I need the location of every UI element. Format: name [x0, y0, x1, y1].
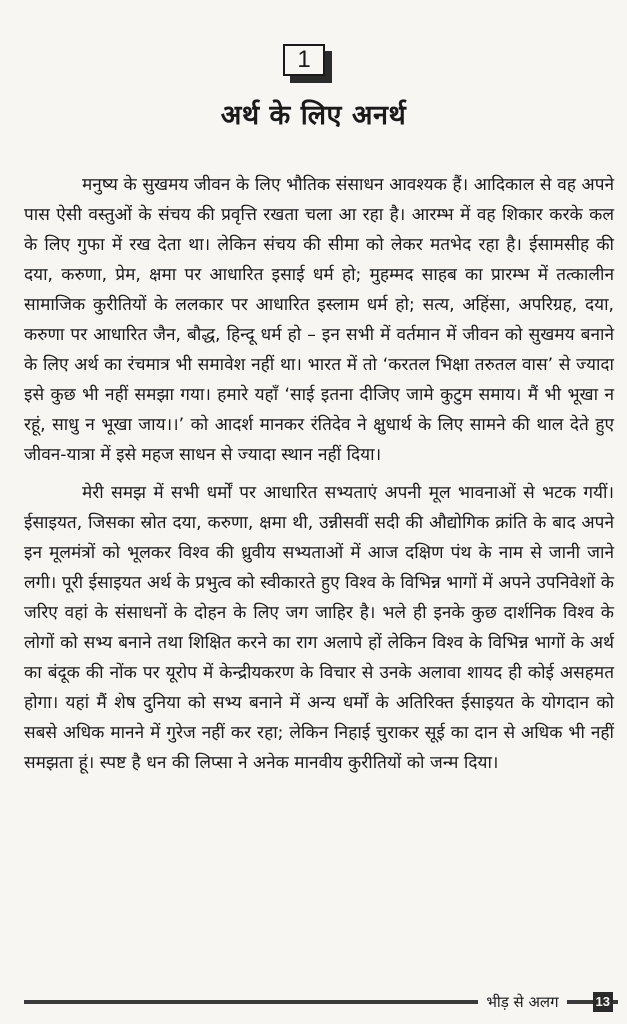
- chapter-title: अर्थ के लिए अनर्थ: [220, 100, 407, 131]
- footer-book-title: भीड़ से अलग: [486, 993, 559, 1011]
- paragraph-1: मनुष्य के सुखमय जीवन के लिए भौतिक संसाधन आवश्यक हैं। आदिकाल से वह अपने पास ऐसी वस्तुओं के संचय की प्रवृत्ति रखता चला आ रहा है। आरम्भ में वह शिकार करके कल के लिए गुफा में रख देता था। लेकिन संचय की सीमा को लेकर मतभेद रहा है। ईसामसीह की दया, करुणा, प्रेम, क्षमा पर आधारित इसाई धर्म हो; मुहम्मद साहब का प्रारम्भ में तत्कालीन सामाजिक कुरीतियों के ललकार पर आधारित इस्लाम धर्म हो; सत्य, अहिंसा, अपरिग्रह, दया, करुणा पर आधारित जैन, बौद्ध, हिन्दू धर्म हो – इन सभी में वर्तमान में जीवन को सुखमय बनाने के लिए अर्थ का रंचमात्र भी समावेश नहीं था। भारत में तो ‘करतल भिक्षा तरुतल वास’ से ज्यादा इसे कुछ भी नहीं समझा गया। हमारे यहाँ ‘साई इतना दीजिए जामे कुटुम समाय। मैं भी भूखा न रहूं, साधु न भूखा जाय।।’ को आदर्श मानकर रंतिदेव ने क्षुधार्थ के लिए सामने की थाल देते हुए जीवन-यात्रा में इसे महज साधन से ज्यादा स्थान नहीं दिया।: [24, 175, 614, 465]
- chapter-body: [24, 170, 614, 778]
- paragraph-2: मेरी समझ में सभी धर्मों पर आधारित सभ्यताएं अपनी मूल भावनाओं से भटक गयीं। ईसाइयत, जिसका स्रोत दया, करुणा, क्षमा थी, उन्नीसवीं सदी की औद्योगिक क्रांति के बाद अपने इन मूलमंत्रों को भूलकर विश्व की ध्रुवीय सभ्यताओं में आज दक्षिण पंथ के नाम से जानी जाने लगी। पूरी ईसाइयत अर्थ के प्रभुत्व को स्वीकारते हुए विश्व के विभिन्न भागों में अपने उपनिवेशों के जरिए वहां के संसाधनों के दोहन के लिए जग जाहिर है। भले ही इनके कुछ दार्शनिक विश्व के लोगों को सभ्य बनाने तथा शिक्षित करने का राग अलापे हों लेकिन विश्व के विभिन्न भागों के अर्थ का बंदूक की नोंक पर यूरोप में केन्द्रीयकरण के विचार से उनके अलावा शायद ही कोई असहमत होगा। यहां मैं शेष दुनिया को सभ्य बनाने में अन्य धर्मों के अतिरिक्त ईसाइयत के योगदान को सबसे अधिक मानने में गुरेज नहीं कर रहा; लेकिन निहाई चुराकर सूई का दान से अधिक भी नहीं समझता हूं। स्पष्ट है धन की लिप्सा ने अनेक मानवीय कुरीतियों को जन्म दिया।: [24, 483, 614, 773]
- footer-rule-short: [567, 1000, 593, 1004]
- footer-rule-tail: [613, 1000, 618, 1004]
- footer-rule: [24, 1000, 478, 1004]
- page-footer: [24, 989, 618, 1015]
- page-number: 13: [593, 992, 613, 1012]
- chapter-number: 1: [283, 44, 325, 76]
- chapter-number-badge: [283, 44, 333, 84]
